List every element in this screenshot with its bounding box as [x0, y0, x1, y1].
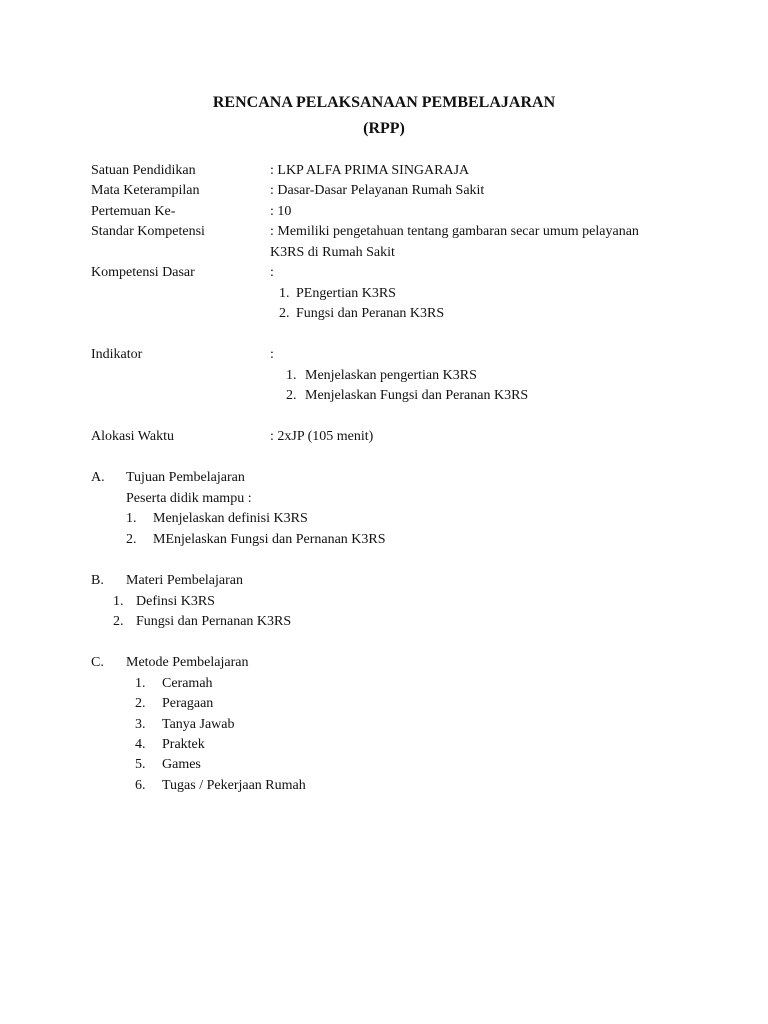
- standar-value-line1: : Memiliki pengetahuan tentang gambaran secar umum pelayanan: [270, 224, 639, 239]
- document-title: RENCANA PELAKSANAAN PEMBELAJARAN: [212, 94, 556, 111]
- list-item-number: 4.: [135, 737, 146, 752]
- list-item-number: 2.: [286, 388, 297, 403]
- list-item: Menjelaskan Fungsi dan Peranan K3RS: [305, 388, 529, 403]
- satuan-label: Satuan Pendidikan: [91, 163, 196, 178]
- section-c-letter: C.: [91, 655, 104, 670]
- list-item: Praktek: [162, 737, 205, 752]
- standar-value-line2: K3RS di Rumah Sakit: [270, 245, 395, 260]
- indikator-colon: :: [270, 347, 274, 362]
- list-item: Definsi K3RS: [136, 594, 215, 609]
- section-b-heading: Materi Pembelajaran: [126, 573, 244, 588]
- mata-value: : Dasar-Dasar Pelayanan Rumah Sakit: [270, 183, 485, 198]
- list-item: Tanya Jawab: [162, 717, 235, 732]
- list-item-number: 2.: [135, 696, 146, 711]
- pertemuan-value: : 10: [270, 204, 292, 219]
- list-item-number: 2.: [113, 614, 124, 629]
- list-item-number: 1.: [126, 511, 137, 526]
- document-subtitle: (RPP): [363, 120, 405, 137]
- section-a-heading: Tujuan Pembelajaran: [126, 470, 245, 485]
- alokasi-value: : 2xJP (105 menit): [270, 429, 374, 444]
- indikator-label: Indikator: [91, 347, 143, 362]
- standar-label: Standar Kompetensi: [91, 224, 205, 239]
- list-item: Fungsi dan Pernanan K3RS: [136, 614, 292, 629]
- section-b-letter: B.: [91, 573, 104, 588]
- list-item-number: 1.: [113, 594, 124, 609]
- section-c-heading: Metode Pembelajaran: [126, 655, 249, 670]
- section-a-letter: A.: [91, 470, 105, 485]
- mata-label: Mata Keterampilan: [91, 183, 200, 198]
- list-item-number: 3.: [135, 717, 146, 732]
- list-item: Games: [162, 757, 201, 772]
- list-item-number: 1.: [135, 676, 146, 691]
- list-item-number: 1.: [279, 286, 290, 301]
- list-item-number: 1.: [286, 368, 297, 383]
- list-item: Menjelaskan pengertian K3RS: [305, 368, 477, 383]
- alokasi-label: Alokasi Waktu: [91, 429, 174, 444]
- kompetensi-label: Kompetensi Dasar: [91, 265, 195, 280]
- list-item-number: 2.: [279, 306, 290, 321]
- list-item: Fungsi dan Peranan K3RS: [296, 306, 445, 321]
- list-item: Tugas / Pekerjaan Rumah: [162, 778, 306, 793]
- satuan-value: : LKP ALFA PRIMA SINGARAJA: [270, 163, 470, 178]
- list-item-number: 2.: [126, 532, 137, 547]
- pertemuan-label: Pertemuan Ke-: [91, 204, 176, 219]
- list-item: Menjelaskan definisi K3RS: [153, 511, 308, 526]
- list-item: PEngertian K3RS: [296, 286, 396, 301]
- section-a-intro: Peserta didik mampu :: [126, 491, 252, 506]
- list-item: Peragaan: [162, 696, 214, 711]
- list-item: Ceramah: [162, 676, 213, 691]
- list-item-number: 5.: [135, 757, 146, 772]
- list-item: MEnjelaskan Fungsi dan Pernanan K3RS: [153, 532, 386, 547]
- list-item-number: 6.: [135, 778, 146, 793]
- kompetensi-colon: :: [270, 265, 274, 280]
